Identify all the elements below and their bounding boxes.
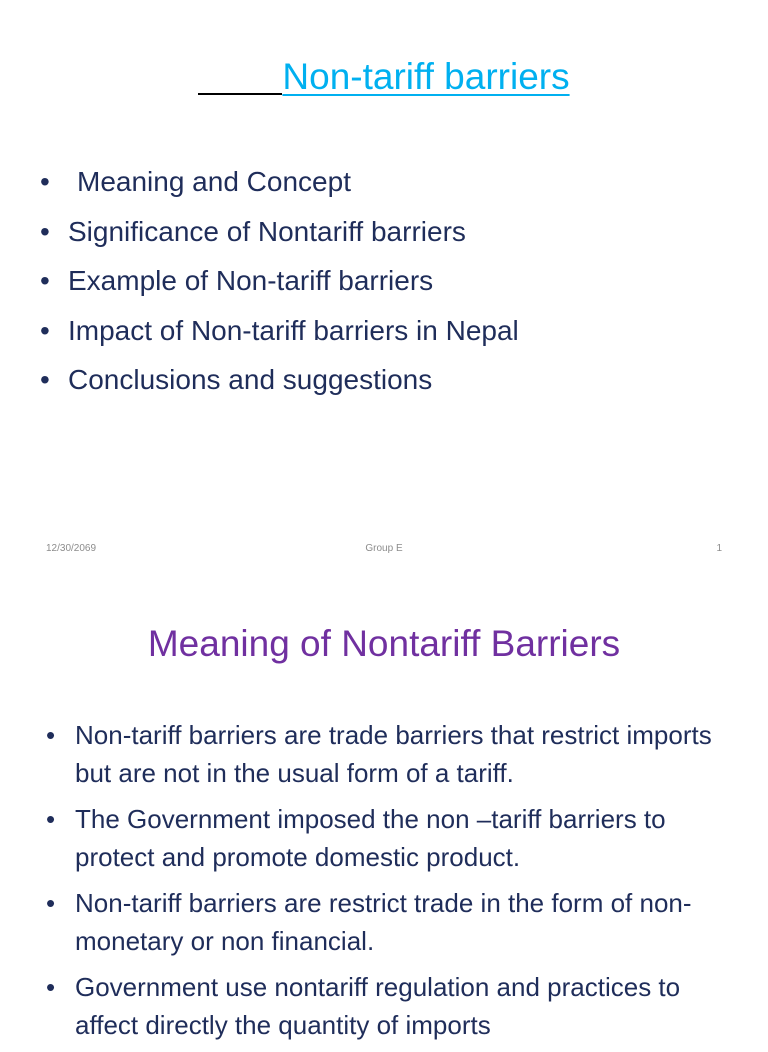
list-item (46, 716, 736, 792)
list-item-text: Government use nontariff regulation and practices to affect directly the quantity of imports (75, 972, 681, 1040)
bullet-icon: • (40, 166, 50, 197)
list-item-text: Significance of Nontariff barriers (68, 215, 466, 247)
list-item (40, 306, 740, 356)
bullet-icon: • (46, 804, 56, 834)
footer-group: Group E (365, 543, 403, 554)
list-item-text: Meaning and Concept (77, 166, 351, 197)
list-item-text: Example of Non-tariff barriers (68, 265, 434, 296)
meaning-list (46, 716, 736, 1052)
footer-page-number: 1 (716, 543, 722, 554)
bullet-icon: • (46, 888, 56, 918)
list-item-text: Non-tariff barriers are restrict trade in the form of non-monetary or non financial. (75, 888, 692, 956)
title-link[interactable]: Non-tariff barriers (282, 56, 570, 97)
bullet-icon: • (40, 364, 50, 395)
bullet-icon: • (40, 265, 50, 296)
list-item (40, 355, 740, 405)
list-item (46, 968, 736, 1044)
bullet-icon: • (40, 314, 50, 346)
list-item (46, 800, 736, 876)
list-item-text: Non-tariff barriers are trade barriers that restrict imports but are not in the usual form of a tariff. (75, 720, 712, 788)
bullet-icon: • (46, 720, 56, 750)
bullet-icon: • (46, 972, 56, 1002)
list-item (40, 157, 740, 207)
list-item (40, 256, 740, 306)
list-item-text: The Government imposed the non –tariff barriers to protect and promote domestic product. (75, 804, 666, 872)
bullet-icon: • (40, 215, 50, 247)
list-item (46, 884, 736, 960)
slide-2 (0, 576, 768, 1040)
slide-2-title: Meaning of Nontariff Barriers (147, 623, 621, 664)
list-item-text: Impact of Non-tariff barriers in Nepal (68, 314, 519, 346)
list-item-text: Conclusions and suggestions (68, 364, 433, 395)
list-item (40, 207, 740, 257)
slide-1-title (0, 54, 768, 100)
footer-date: 12/30/2069 (46, 543, 97, 554)
title-leading-line (198, 93, 282, 95)
agenda-list (40, 157, 740, 405)
